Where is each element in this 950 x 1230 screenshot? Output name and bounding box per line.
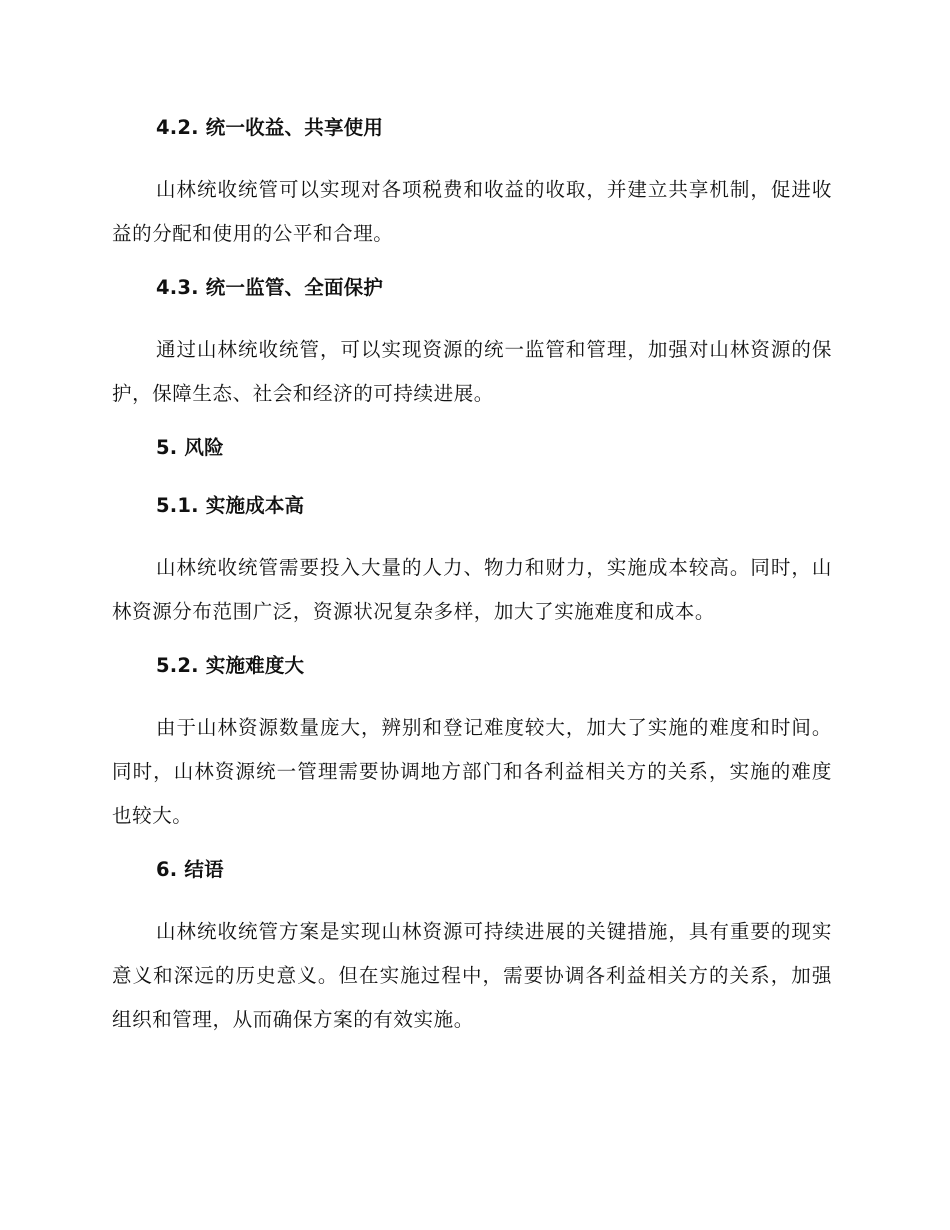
section-heading-6: 6. 结语 (156, 858, 224, 881)
section-heading-5: 5. 风险 (156, 436, 224, 459)
paragraph-5-2: 由于山林资源数量庞大，辨别和登记难度较大，加大了实施的难度和时间。同时，山林资源统一管理需要协调地方部门和各利益相关方的关系，实施的难度也较大。 (112, 716, 832, 827)
section-heading-4-3: 4.3. 统一监管、全面保护 (156, 276, 384, 299)
section-heading-5-2: 5.2. 实施难度大 (156, 654, 305, 677)
section-heading-4-2: 4.2. 统一收益、共享使用 (156, 116, 384, 139)
paragraph-6: 山林统收统管方案是实现山林资源可持续进展的关键措施，具有重要的现实意义和深远的历史意义。但在实施过程中，需要协调各利益相关方的关系，加强组织和管理，从而确保方案的有效实施。 (112, 920, 832, 1031)
section-heading-5-1: 5.1. 实施成本高 (156, 494, 305, 517)
paragraph-4-3: 通过山林统收统管，可以实现资源的统一监管和管理，加强对山林资源的保护，保障生态、社会和经济的可持续进展。 (112, 338, 832, 405)
document-page (112, 110, 832, 1056)
paragraph-5-1: 山林统收统管需要投入大量的人力、物力和财力，实施成本较高。同时，山林资源分布范围广泛，资源状况复杂多样，加大了实施难度和成本。 (112, 556, 832, 623)
paragraph-4-2: 山林统收统管可以实现对各项税费和收益的收取，并建立共享机制，促进收益的分配和使用的公平和合理。 (112, 178, 832, 245)
